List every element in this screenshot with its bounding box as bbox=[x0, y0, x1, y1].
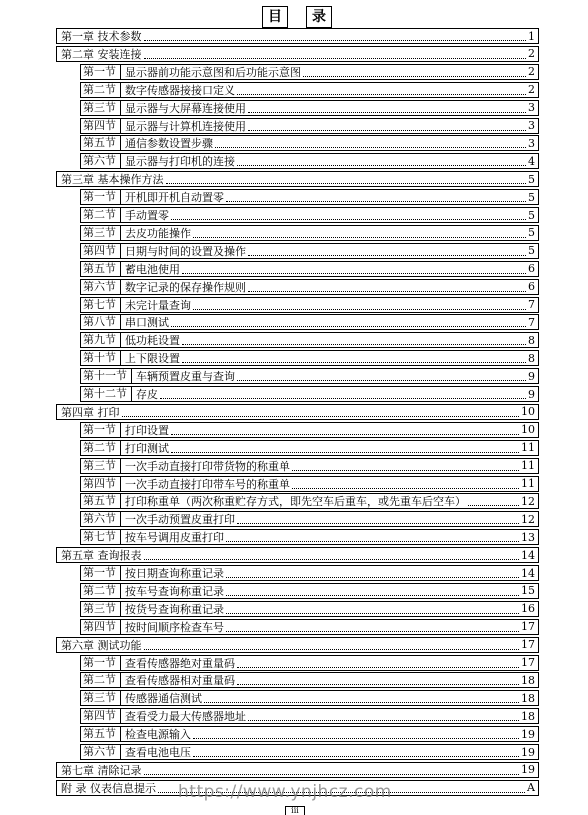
dot-leader bbox=[303, 67, 526, 77]
dot-leader bbox=[226, 586, 519, 596]
section-number: 第九节 bbox=[81, 333, 121, 347]
page-number: 11 bbox=[521, 477, 535, 490]
dot-leader bbox=[248, 103, 526, 113]
section-title: 按日期查询称重记录 bbox=[125, 567, 224, 580]
page-number: 12 bbox=[521, 494, 535, 508]
toc-section-row[interactable] bbox=[80, 207, 539, 223]
section-title: 打印设置 bbox=[125, 423, 169, 437]
section-title: 传感器通信测试 bbox=[125, 692, 202, 706]
section-number: 第二节 bbox=[81, 83, 121, 97]
title-char-1: 目 bbox=[262, 6, 288, 28]
page-number: 5 bbox=[528, 190, 535, 204]
dot-leader bbox=[144, 765, 520, 775]
section-number: 第四节 bbox=[81, 620, 121, 634]
section-title: 低功耗设置 bbox=[125, 334, 180, 348]
section-number: 第五节 bbox=[81, 262, 121, 276]
section-title: 一次手动预置皮重打印 bbox=[125, 513, 235, 527]
toc-section-row[interactable] bbox=[80, 100, 539, 116]
dot-leader bbox=[166, 174, 527, 184]
page-number: 5 bbox=[528, 226, 535, 240]
section-number: 第五节 bbox=[81, 494, 121, 508]
dot-leader bbox=[193, 300, 526, 310]
section-number: 第四节 bbox=[81, 477, 121, 491]
toc-title bbox=[0, 6, 588, 30]
section-title: 显示器与大屏幕连接使用 bbox=[125, 101, 246, 115]
page-number: 10 bbox=[521, 405, 535, 419]
page-number: 9 bbox=[528, 369, 535, 383]
section-number: 第三节 bbox=[81, 459, 121, 473]
dot-leader bbox=[226, 622, 519, 632]
section-number: 第一节 bbox=[81, 423, 121, 437]
dot-leader bbox=[226, 604, 519, 614]
toc-section-row[interactable] bbox=[80, 189, 539, 205]
dot-leader bbox=[248, 246, 526, 256]
toc-section-row[interactable] bbox=[80, 225, 539, 241]
page-number: 1 bbox=[528, 29, 535, 43]
section-title: 数字传感器接接口定义 bbox=[125, 83, 235, 97]
section-title: 去皮功能操作 bbox=[125, 226, 191, 240]
chapter-label: 第二章 安装连接 bbox=[61, 47, 142, 61]
page-number: 19 bbox=[521, 727, 535, 741]
chapter-label: 第七章 清除记录 bbox=[61, 763, 142, 777]
toc-section-row[interactable] bbox=[80, 690, 539, 706]
section-number: 第三节 bbox=[81, 226, 121, 240]
section-number: 第七节 bbox=[81, 298, 121, 312]
dot-leader bbox=[237, 85, 526, 95]
toc-section-row[interactable] bbox=[80, 314, 539, 330]
dot-leader bbox=[171, 317, 526, 327]
page-number: 7 bbox=[528, 298, 535, 311]
dot-leader bbox=[237, 371, 526, 381]
dot-leader bbox=[144, 550, 520, 560]
chapter-label: 第三章 基本操作方法 bbox=[61, 173, 164, 187]
section-number: 第六节 bbox=[81, 280, 121, 294]
toc-section-row[interactable] bbox=[80, 744, 539, 760]
section-number: 第六节 bbox=[81, 745, 121, 759]
page-number: 3 bbox=[528, 101, 535, 115]
chapter-label: 附 录 仪表信息提示 bbox=[61, 781, 156, 795]
section-number: 第八节 bbox=[81, 315, 121, 329]
section-number: 第十节 bbox=[81, 351, 121, 365]
toc-section-row[interactable] bbox=[80, 118, 539, 134]
section-title: 蓄电池使用 bbox=[125, 262, 180, 276]
toc-section-row[interactable] bbox=[80, 726, 539, 742]
section-number: 第四节 bbox=[81, 244, 121, 258]
dot-leader bbox=[237, 658, 519, 668]
toc-section-row[interactable] bbox=[80, 82, 539, 98]
section-title: 查看电池电压 bbox=[125, 746, 191, 759]
chapter-label: 第五章 查询报表 bbox=[61, 549, 142, 563]
section-title: 上下限设置 bbox=[125, 352, 180, 366]
toc-section-row[interactable] bbox=[80, 297, 539, 313]
page-number: 6 bbox=[528, 280, 535, 294]
dot-leader bbox=[144, 640, 520, 650]
dot-leader bbox=[226, 568, 519, 578]
section-title: 显示器与计算机连接使用 bbox=[125, 119, 246, 133]
toc-section-row[interactable] bbox=[80, 368, 539, 384]
section-title: 日期与时间的设置及操作 bbox=[125, 244, 246, 258]
toc-chapter-row[interactable] bbox=[56, 46, 539, 62]
section-title: 按货号查询称重记录 bbox=[125, 602, 224, 616]
section-title: 串口测试 bbox=[125, 316, 169, 330]
watermark-url: https://www.ynjhcz.com bbox=[178, 782, 392, 802]
page-number: 17 bbox=[521, 656, 535, 669]
page-number: 5 bbox=[528, 208, 535, 222]
page-number: 5 bbox=[528, 244, 535, 258]
page-number: 3 bbox=[528, 119, 535, 132]
dot-leader bbox=[248, 282, 526, 292]
chapter-label: 第四章 打印 bbox=[61, 405, 120, 419]
page-number: 17 bbox=[521, 620, 535, 634]
dot-leader bbox=[237, 156, 526, 166]
dot-leader bbox=[171, 210, 526, 220]
toc-section-row[interactable] bbox=[80, 708, 539, 724]
toc-section-row[interactable] bbox=[80, 386, 539, 402]
page-number: 18 bbox=[521, 691, 535, 705]
section-number: 第三节 bbox=[81, 691, 121, 705]
dot-leader bbox=[160, 389, 526, 399]
toc-section-row[interactable] bbox=[80, 655, 539, 671]
toc-section-row[interactable] bbox=[80, 619, 539, 635]
toc-section-row[interactable] bbox=[80, 565, 539, 581]
toc-section-row[interactable] bbox=[80, 135, 539, 151]
toc-chapter-row[interactable] bbox=[56, 547, 539, 563]
page-number: 11 bbox=[521, 441, 535, 455]
dot-leader bbox=[226, 532, 519, 542]
toc-section-row[interactable] bbox=[80, 511, 539, 527]
toc-section-row[interactable] bbox=[80, 493, 539, 509]
dot-leader bbox=[292, 461, 519, 471]
dot-leader bbox=[171, 425, 519, 435]
page-number: 7 bbox=[528, 315, 535, 329]
section-title: 数字记录的保存操作规则 bbox=[125, 280, 246, 294]
page-footer-number: iii bbox=[285, 806, 305, 815]
dot-leader bbox=[193, 228, 526, 238]
section-number: 第一节 bbox=[81, 190, 121, 204]
toc-chapter-row[interactable] bbox=[56, 171, 539, 187]
dot-leader bbox=[292, 479, 519, 489]
dot-leader bbox=[248, 711, 519, 721]
toc-section-row[interactable] bbox=[80, 601, 539, 617]
section-number: 第六节 bbox=[81, 512, 121, 526]
dot-leader bbox=[237, 514, 519, 524]
section-title: 车辆预置皮重与查询 bbox=[136, 370, 235, 384]
toc-section-row[interactable] bbox=[80, 332, 539, 348]
section-title: 一次手动直接打印带车号的称重单 bbox=[125, 477, 290, 491]
dot-leader bbox=[215, 138, 526, 148]
dot-leader bbox=[182, 335, 526, 345]
section-title: 查看传感器绝对重量码 bbox=[125, 656, 235, 670]
page-number: 5 bbox=[528, 172, 535, 186]
section-number: 第一节 bbox=[81, 65, 121, 79]
section-title: 未完计量查询 bbox=[125, 298, 191, 312]
toc-chapter-row[interactable] bbox=[56, 762, 539, 778]
section-number: 第二节 bbox=[81, 208, 121, 222]
section-title: 显示器前功能示意图和后功能示意图 bbox=[125, 65, 301, 79]
toc-section-row[interactable] bbox=[80, 476, 539, 492]
toc-section-row[interactable] bbox=[80, 529, 539, 545]
dot-leader bbox=[193, 729, 519, 739]
page-number: 12 bbox=[521, 512, 535, 526]
section-number: 第一节 bbox=[81, 656, 121, 670]
section-title: 打印称重单（两次称重贮存方式，即先空车后重车，或先重车后空车） bbox=[125, 495, 466, 509]
toc-section-row[interactable] bbox=[80, 583, 539, 599]
section-number: 第十二节 bbox=[81, 387, 132, 401]
dot-leader bbox=[204, 693, 519, 703]
section-title: 一次手动直接打印带货物的称重单 bbox=[125, 459, 290, 473]
page-number: 6 bbox=[528, 262, 535, 276]
page-number: 2 bbox=[528, 65, 535, 79]
section-title: 查看传感器相对重量码 bbox=[125, 674, 235, 688]
page-number: 14 bbox=[521, 566, 535, 580]
toc-section-row[interactable] bbox=[80, 672, 539, 688]
section-number: 第十一节 bbox=[81, 369, 132, 383]
dot-leader bbox=[122, 407, 520, 417]
section-title: 开机即开机自动置零 bbox=[125, 191, 224, 205]
toc-section-row[interactable] bbox=[80, 440, 539, 456]
page-number: 2 bbox=[528, 47, 535, 61]
chapter-label: 第一章 技术参数 bbox=[61, 30, 142, 43]
toc-section-row[interactable] bbox=[80, 153, 539, 169]
section-title: 检查电源输入 bbox=[125, 728, 191, 742]
dot-leader bbox=[144, 31, 527, 41]
section-title: 按时间顺序检查车号 bbox=[125, 620, 224, 634]
section-title: 查看受力最大传感器地址 bbox=[125, 710, 246, 724]
page-number: 8 bbox=[528, 351, 535, 365]
page-number: 11 bbox=[521, 459, 535, 473]
page-number: 3 bbox=[528, 136, 535, 150]
page-number: 9 bbox=[528, 387, 535, 401]
toc-section-row[interactable] bbox=[80, 279, 539, 295]
toc-section-row[interactable] bbox=[80, 243, 539, 259]
section-title: 按车号查询称重记录 bbox=[125, 584, 224, 598]
page-number: 2 bbox=[528, 83, 535, 97]
toc-chapter-row[interactable] bbox=[56, 404, 539, 420]
dot-leader bbox=[171, 443, 519, 453]
page-number: 8 bbox=[528, 333, 535, 347]
section-number: 第四节 bbox=[81, 119, 121, 133]
page-number: 18 bbox=[521, 673, 535, 687]
section-number: 第三节 bbox=[81, 602, 121, 616]
dot-leader bbox=[237, 675, 519, 685]
dot-leader bbox=[144, 49, 527, 59]
dot-leader bbox=[182, 353, 526, 363]
chapter-label: 第六章 测试功能 bbox=[61, 638, 142, 652]
section-number: 第一节 bbox=[81, 566, 121, 580]
section-title: 手动置零 bbox=[125, 209, 169, 222]
page-number: 16 bbox=[521, 602, 535, 616]
section-number: 第七节 bbox=[81, 530, 121, 544]
section-number: 第六节 bbox=[81, 154, 121, 168]
section-title: 按车号调用皮重打印 bbox=[125, 531, 224, 545]
section-number: 第四节 bbox=[81, 709, 121, 723]
toc-chapter-row[interactable] bbox=[56, 28, 539, 44]
dot-leader bbox=[226, 192, 526, 202]
page-number: 10 bbox=[521, 423, 535, 437]
toc-chapter-row[interactable] bbox=[56, 637, 539, 653]
section-number: 第五节 bbox=[81, 136, 121, 150]
section-title: 打印测试 bbox=[125, 441, 169, 455]
section-number: 第二节 bbox=[81, 584, 121, 598]
dot-leader bbox=[248, 121, 526, 131]
page-number: 14 bbox=[521, 548, 535, 562]
toc-section-row[interactable] bbox=[80, 261, 539, 277]
toc-section-row[interactable] bbox=[80, 350, 539, 366]
toc-section-row[interactable] bbox=[80, 422, 539, 438]
section-number: 第二节 bbox=[81, 673, 121, 687]
toc-section-row[interactable] bbox=[80, 458, 539, 474]
toc-section-row[interactable] bbox=[80, 64, 539, 80]
dot-leader bbox=[193, 747, 519, 757]
dot-leader bbox=[468, 496, 519, 506]
section-title: 通信参数设置步骤 bbox=[125, 137, 213, 151]
page-number: 19 bbox=[521, 745, 535, 759]
section-number: 第五节 bbox=[81, 727, 121, 741]
page-number: A bbox=[527, 781, 535, 795]
page-number: 13 bbox=[521, 530, 535, 544]
title-char-2: 录 bbox=[306, 6, 332, 28]
section-number: 第三节 bbox=[81, 101, 121, 115]
page-number: 19 bbox=[521, 763, 535, 777]
page-number: 17 bbox=[521, 638, 535, 652]
section-number: 第二节 bbox=[81, 441, 121, 455]
page-number: 18 bbox=[521, 709, 535, 723]
page-number: 4 bbox=[528, 154, 535, 168]
section-title: 存皮 bbox=[136, 388, 158, 401]
section-title: 显示器与打印机的连接 bbox=[125, 155, 235, 169]
page-number: 15 bbox=[521, 584, 535, 598]
dot-leader bbox=[182, 264, 526, 274]
